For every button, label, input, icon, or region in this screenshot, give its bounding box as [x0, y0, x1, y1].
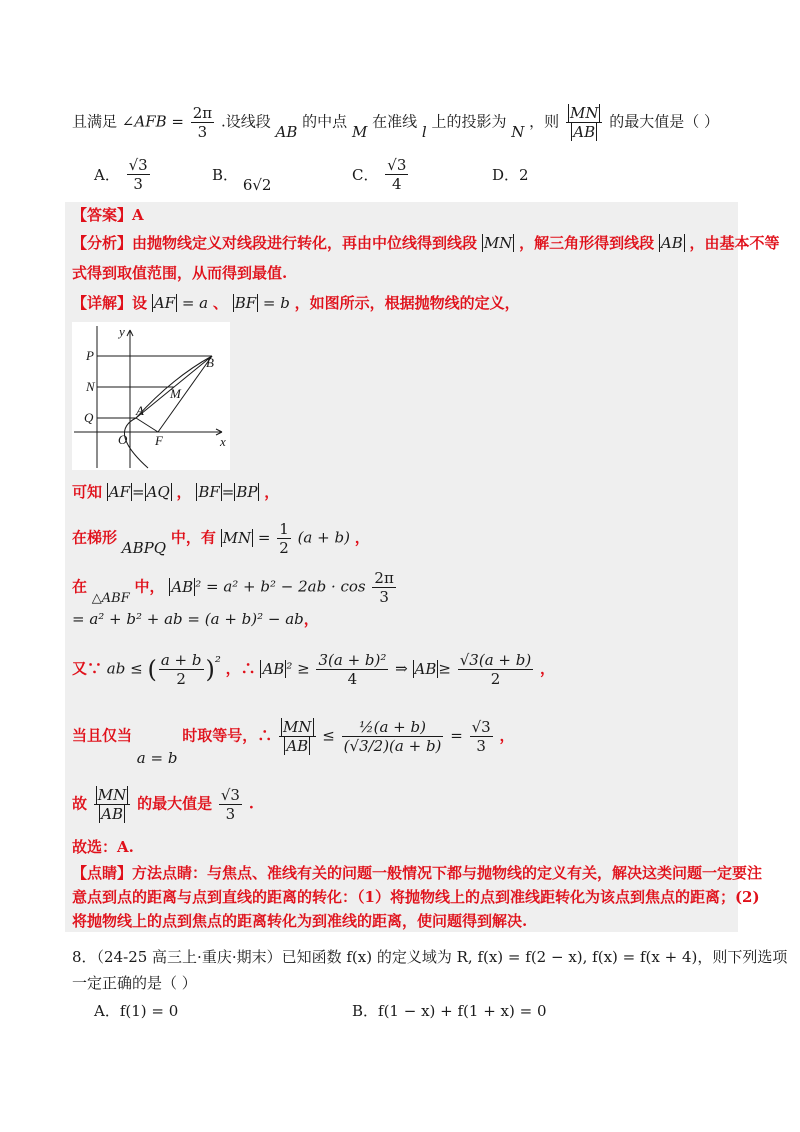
label-y: y [119, 324, 125, 339]
step-4: = a² + b² + ab = (a + b)² − ab， [72, 610, 319, 628]
label-x: x [220, 434, 226, 449]
label-q: Q [84, 410, 94, 425]
segment-ab: AB [275, 122, 298, 141]
option-d: D．2 [492, 166, 529, 184]
ratio-mn-ab: $\frac{MN}{AB}$ [566, 104, 602, 141]
segment-af [136, 418, 158, 432]
q8-option-b: B．f(1 − x) + f(1 + x) = 0 [352, 1002, 547, 1020]
point-m: M [351, 122, 368, 141]
detail-line: 【详解】设 AF = a 、 BF = b ，如图所示，根据抛物线的定义， [72, 294, 520, 312]
stem-text: ，则 [529, 112, 560, 131]
answer-line: 【答案】A [72, 206, 144, 224]
analysis-line-2: 式得到取值范围，从而得到最值. [72, 264, 288, 282]
angle-expr: ∠AFB = [121, 112, 184, 131]
stem-text: 上的投影为 [431, 112, 507, 131]
q8-option-a: A．f(1) = 0 [94, 1002, 179, 1020]
label-a: A [136, 403, 144, 418]
stem-text: 在准线 [372, 112, 418, 131]
label-o: O [118, 432, 128, 447]
step-7: 故 $\frac{MN}{AB}$ 的最大值是 $\frac{√3}{3}$ . [72, 786, 254, 823]
two-pi-over-three: $\frac{2\pi}{3}$ [192, 104, 213, 141]
label-f: F [155, 433, 163, 448]
line-l: l [421, 122, 427, 141]
step-3: 在 △ABF 中， AB ² = a² + b² − 2ab · cos $\frac{2\pi}{3}$ [72, 569, 394, 606]
step-8: 故选：A. [72, 838, 134, 856]
stem-text: .设线段 [220, 112, 271, 131]
option-a: A． $\frac{√3}{3}$ [94, 156, 148, 193]
q8-line-2: 一定正确的是（ ） [72, 974, 197, 992]
comment-line-3: 将抛物线上的点到焦点的距离转化为到准线的距离，使问题得到解决. [72, 912, 528, 930]
step-5: 又∵ ab ≤ ( $\frac{a + b}{2}$ )² ，∴ AB ² ≥ $\frac{\text{3(a + b)²}}{4}$ ⇒ AB ≥ $\frac{√3(a + b)}{2}$ ， [72, 651, 556, 688]
option-c: C． $\frac{√3}{4}$ [352, 156, 407, 193]
comment-line-2: 意点到点的距离与点到直线的距离的转化：（1）将抛物线上的点到准线距转化为该点到焦点的距离；(2) [72, 888, 760, 906]
question-stem [72, 104, 719, 141]
label-n: N [86, 379, 95, 394]
stem-text: 且满足 [72, 112, 118, 131]
point-n: N [511, 122, 525, 141]
label-p: P [86, 348, 94, 363]
option-b: B． 6√2 [212, 166, 272, 194]
label-m: M [170, 386, 181, 401]
q8-line-1: 8．（24-25 高三上·重庆·期末）已知函数 f(x) 的定义域为 R, f(x) = f(2 − x), f(x) = f(x + 4)，则下列选项 [72, 948, 788, 966]
analysis-line-1: 【分析】由抛物线定义对线段进行转化，再由中位线得到线段 MN ，解三角形得到线段 AB ，由基本不等 [72, 234, 780, 252]
parabola-figure [72, 322, 230, 470]
stem-text: 的最大值是（ ） [609, 112, 720, 131]
comment-line-1: 【点睛】方法点睛：与焦点、准线有关的问题一般情况下都与抛物线的定义有关，解决这类问题一定要注 [72, 864, 763, 882]
stem-text: 的中点 [302, 112, 348, 131]
step-2: 在梯形 ABPQ 中，有 MN = $\frac{1}{2}$ (a + b) ， [72, 520, 370, 557]
label-b: B [206, 355, 214, 370]
step-1: 可知 AF = AQ ， BF = BP ， [72, 483, 280, 501]
step-6: 当且仅当 a = b 时取等号，∴ $\frac{MN}{AB}$ ≤ $\frac{\text{½(a + b)}}{(√3/2)(a + b)}$ = $\frac{√3}{3}$ ， [72, 718, 515, 767]
